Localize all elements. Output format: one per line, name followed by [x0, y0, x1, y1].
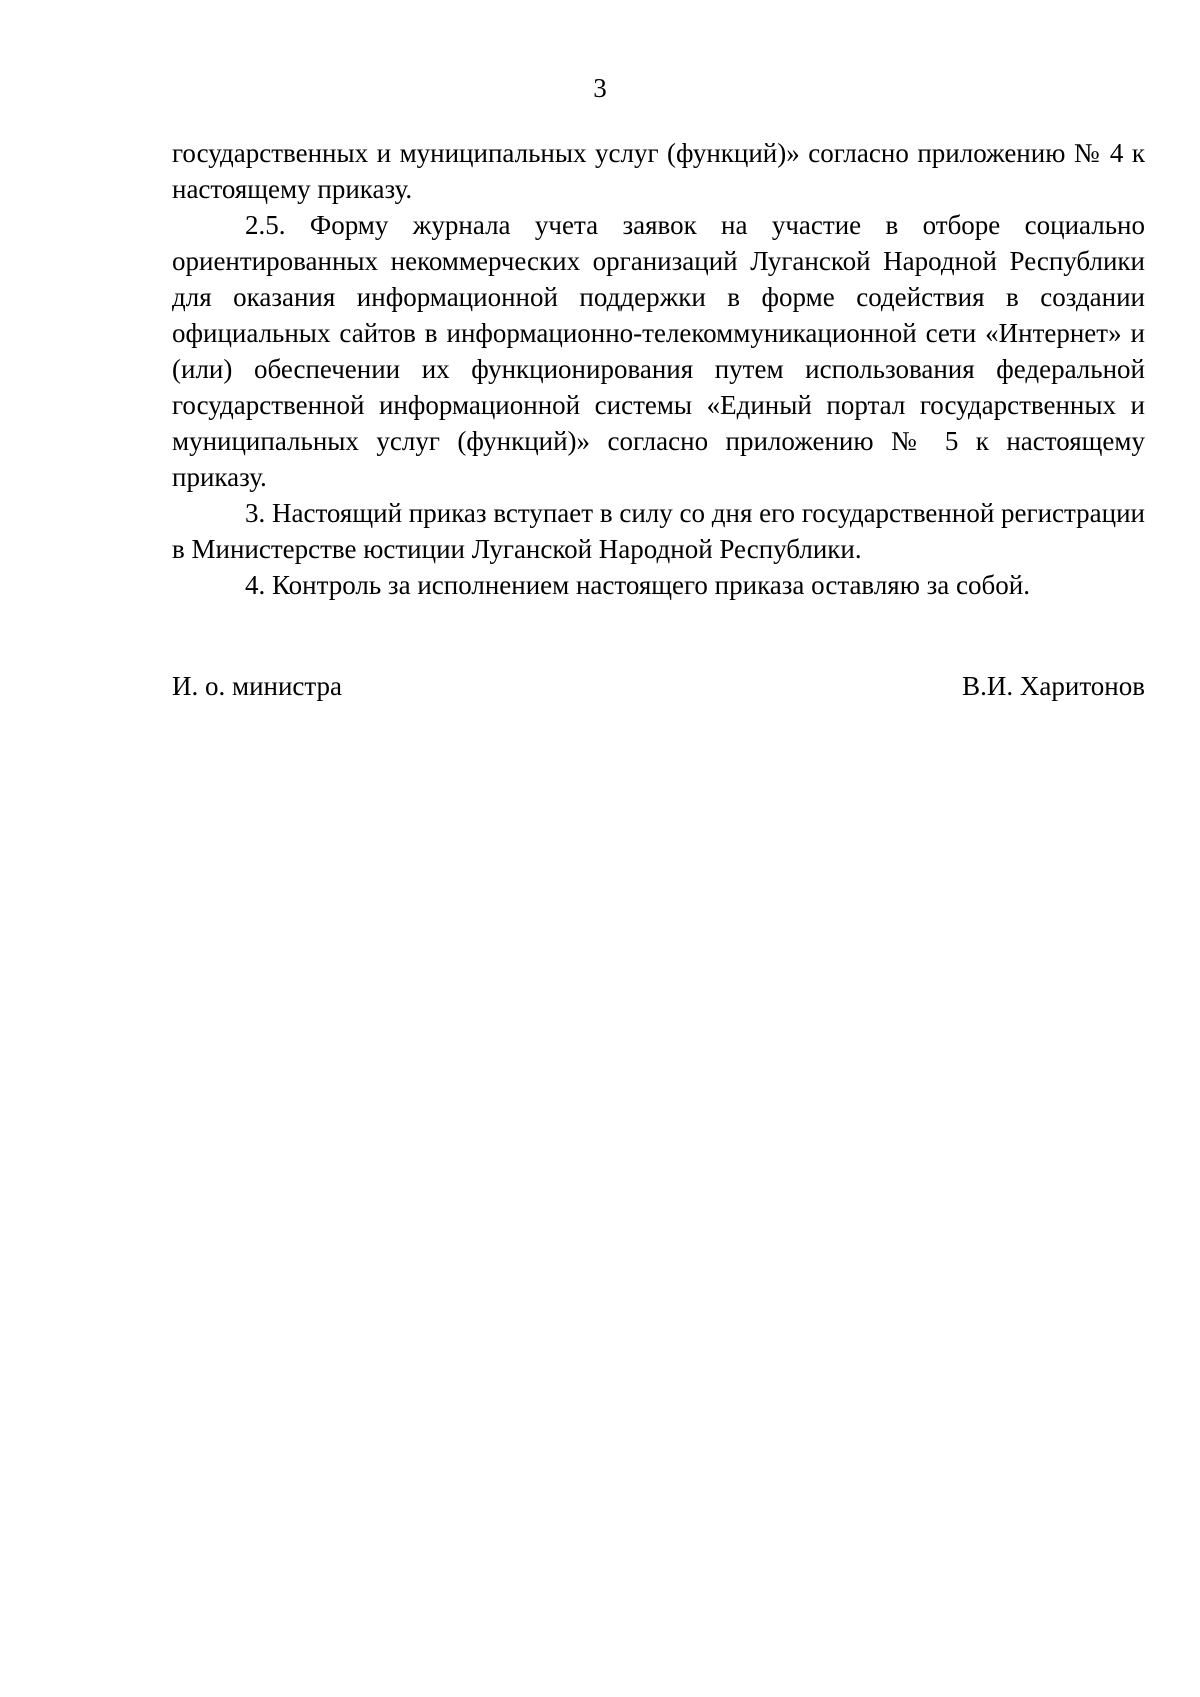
paragraph-2-5: 2.5. Форму журнала учета заявок на участие в отборе социально ориентированных некоммерческих организаций Луганской Народной Республики для оказания информационной поддержки в форме содействия в создании официальных сайтов в информационно-телекоммуникационной сети «Интернет» и (или) обеспечении их функционирования путем использования федеральной государственной информационной системы «Единый портал государственных и муниципальных услуг (функций)» согласно приложению № 5 к настоящему приказу.	[172, 210, 1145, 492]
document-body	[172, 135, 1145, 603]
signatory-name: В.И. Харитонов	[962, 671, 1145, 701]
paragraph-3: 3. Настоящий приказ вступает в силу со дня его государственной регистрации в Министерстве юстиции Луганской Народной Республики.	[172, 498, 1145, 564]
signatory-position: И. о. министра	[172, 671, 343, 701]
page-number: 3	[593, 73, 607, 103]
signature-block	[172, 668, 1145, 704]
paragraph-4: 4. Контроль за исполнением настоящего приказа оставляю за собой.	[245, 570, 1030, 600]
paragraph-continuation: государственных и муниципальных услуг (функций)» согласно приложению № 4 к настоящему приказу.	[172, 138, 1145, 204]
